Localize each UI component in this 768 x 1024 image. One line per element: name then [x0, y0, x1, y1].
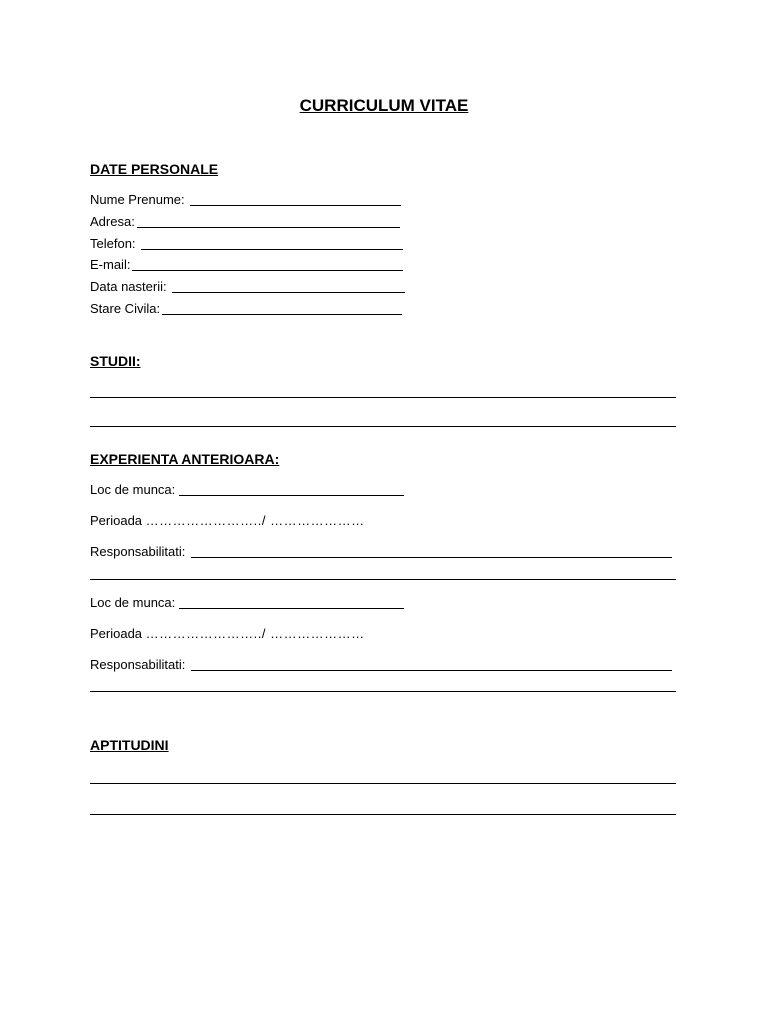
address-field-label: Adresa: [90, 214, 135, 229]
period-label: Perioada [90, 513, 143, 528]
workplace-field-label: Loc de munca: [90, 595, 176, 610]
address-field-line[interactable] [137, 227, 400, 228]
studies-line-1[interactable] [90, 397, 676, 398]
responsibilities-field-line[interactable] [191, 557, 672, 558]
name-field-label: Nume Prenume: [90, 192, 185, 207]
skills-heading: APTITUDINI [90, 737, 169, 753]
responsibilities-field-line[interactable] [191, 670, 672, 671]
period-field[interactable] [90, 625, 365, 643]
studies-line-2[interactable] [90, 426, 676, 427]
studies-heading: STUDII: [90, 353, 141, 369]
document-title: CURRICULUM VITAE [299, 96, 469, 115]
workplace-field-line[interactable] [179, 608, 404, 609]
marital-status-field-label: Stare Civila: [90, 301, 161, 316]
responsibilities-extra-line[interactable] [90, 691, 676, 692]
name-field-line[interactable] [190, 205, 401, 206]
responsibilities-field-label: Responsabilitati: [90, 657, 186, 672]
period-field[interactable] [90, 512, 365, 530]
birthdate-field-label: Data nasterii: [90, 279, 167, 294]
workplace-field-line[interactable] [179, 495, 404, 496]
period-dots: ……………………../ ………………… [145, 626, 365, 641]
email-field-label: E-mail: [90, 257, 131, 272]
responsibilities-field-label: Responsabilitati: [90, 544, 186, 559]
phone-field-label: Telefon: [90, 236, 136, 251]
skills-line-1[interactable] [90, 783, 676, 784]
marital-status-field-line[interactable] [162, 314, 402, 315]
period-dots: ……………………../ ………………… [145, 513, 365, 528]
responsibilities-extra-line[interactable] [90, 579, 676, 580]
personal-heading: DATE PERSONALE [90, 161, 219, 177]
birthdate-field-line[interactable] [172, 292, 405, 293]
workplace-field-label: Loc de munca: [90, 482, 176, 497]
phone-field-line[interactable] [141, 249, 403, 250]
period-label: Perioada [90, 626, 143, 641]
skills-line-2[interactable] [90, 814, 676, 815]
email-field-line[interactable] [132, 270, 403, 271]
experience-heading: EXPERIENTA ANTERIOARA: [90, 451, 280, 467]
